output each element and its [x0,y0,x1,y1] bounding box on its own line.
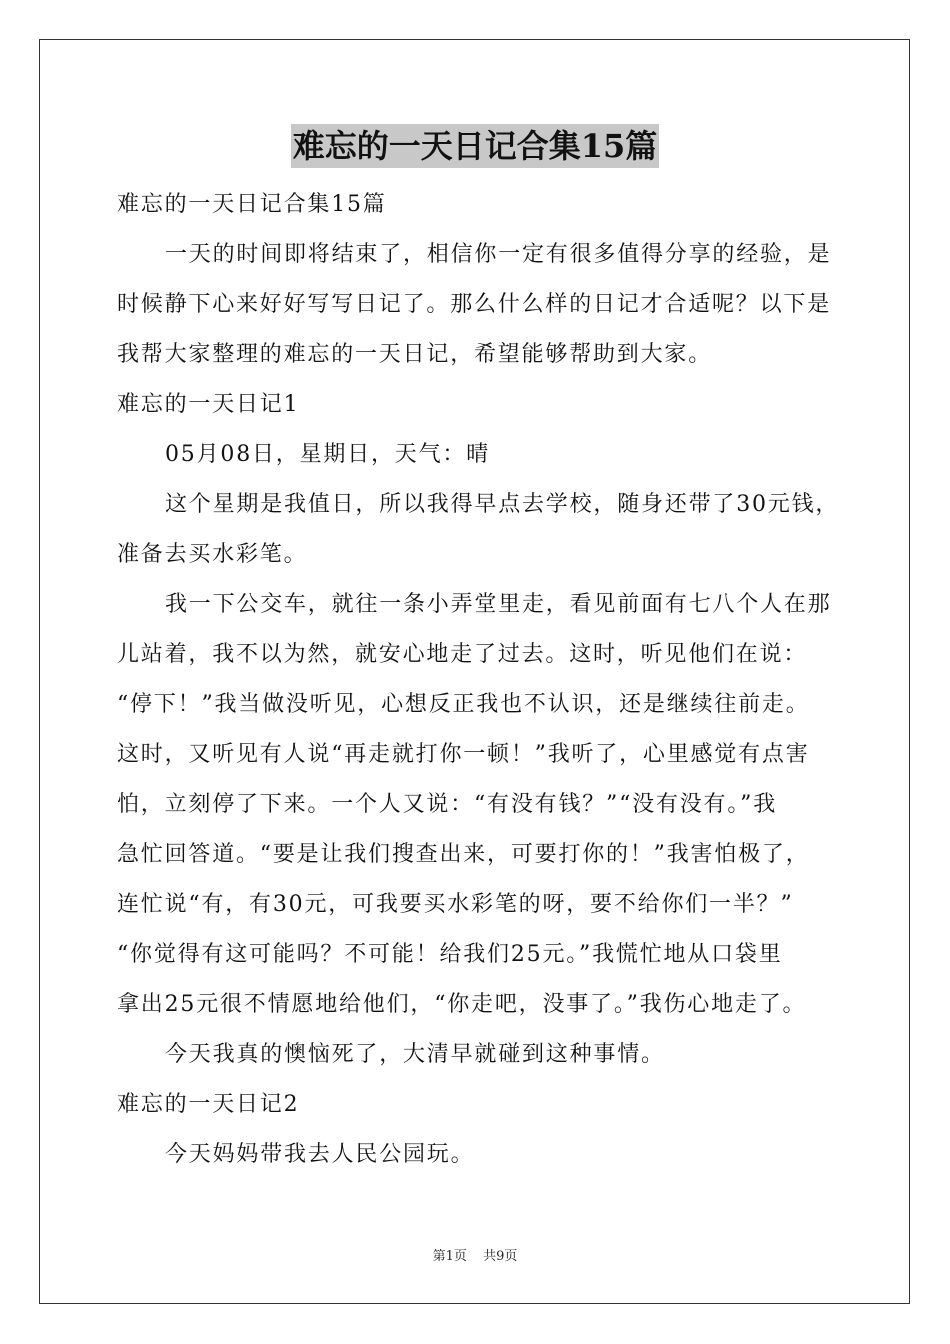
document-title: 难忘的一天日记合集15篇 [291,124,660,168]
text-line: 05月08日，星期日，天气：晴 [165,442,490,467]
text-line: 今天妈妈带我去人民公园玩。 [165,1142,475,1167]
title-wrap [0,124,950,168]
text-line: 我一下公交车，就往一条小弄堂里走，看见前面有七八个人在那 [165,592,832,617]
text-line: “你觉得有这可能吗？不可能！给我们25元。”我慌忙地从口袋里 [117,942,783,967]
text-line: 拿出25元很不情愿地给他们，“你走吧，没事了。”我伤心地走了。 [117,992,807,1017]
text-line: 今天我真的懊恼死了，大清早就碰到这种事情。 [165,1042,665,1067]
text-line: 我帮大家整理的难忘的一天日记，希望能够帮助到大家。 [117,342,713,367]
text-line: 连忙说“有，有30元，可我要买水彩笔的呀，要不给你们一半？” [117,892,794,917]
text-line: 这个星期是我值日，所以我得早点去学校，随身还带了30元钱， [165,492,840,517]
text-line: 怕，立刻停了下来。一个人又说：“有没有钱？”“没有没有。”我 [117,792,777,817]
text-line: 难忘的一天日记合集15篇 [117,192,387,217]
text-line: “停下！”我当做没听见，心想反正我也不认识，还是继续往前走。 [117,692,810,717]
text-line: 这时，又听见有人说“再走就打你一顿！”我听了，心里感觉有点害 [117,742,810,767]
text-line: 时候静下心来好好写写日记了。那么什么样的日记才合适呢？以下是 [117,292,832,317]
page-number: 第1页 [432,1249,467,1264]
page-footer [0,1245,950,1264]
text-line: 急忙回答道。“要是让我们搜查出来，可要打你的！”我害怕极了， [117,842,810,867]
text-line: 难忘的一天日记2 [117,1092,300,1117]
page-total: 共9页 [483,1249,518,1264]
text-line: 儿站着，我不以为然，就安心地走了过去。这时，听见他们在说： [117,642,808,667]
text-line: 准备去买水彩笔。 [117,542,308,567]
text-line: 一天的时间即将结束了，相信你一定有很多值得分享的经验，是 [165,242,832,267]
document-body [117,180,840,1180]
text-line: 难忘的一天日记1 [117,392,300,417]
